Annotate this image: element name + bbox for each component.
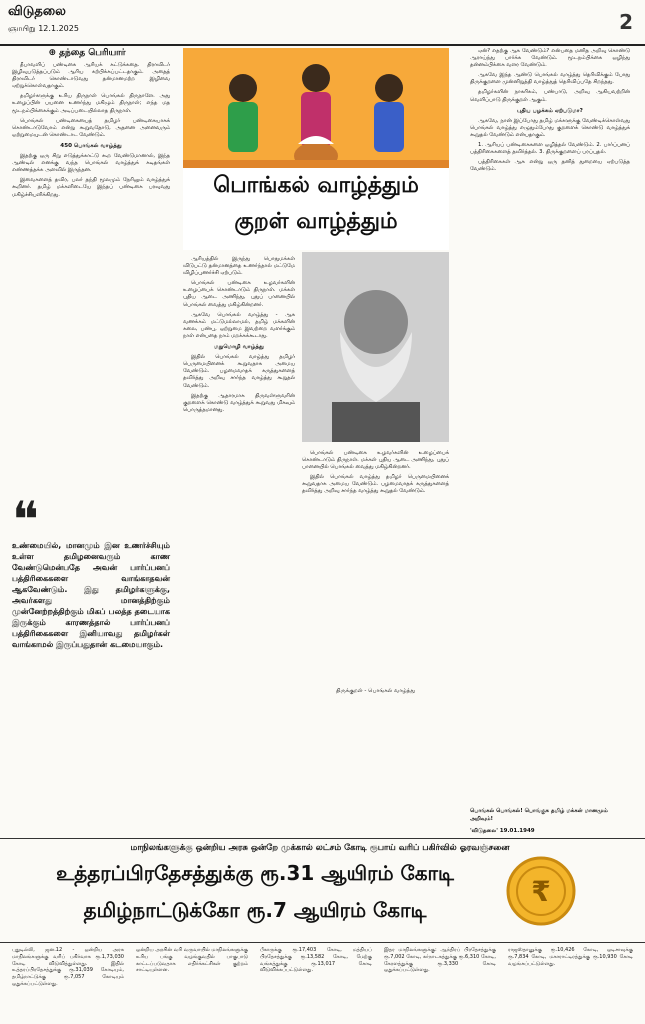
- right-column: [470, 48, 630, 803]
- paragraph: தமிழர்களுக்கு உரிய திருநாள் பொங்கல் திருநாளே. அது உழைப்பின் பயனை உணர்ந்து மகிழும் திருநாள்; எந்த மத மூடநம்பிக்கைக்கும் அடிப்படையில்லாத திருநாள்.: [12, 93, 170, 114]
- paragraph: ஆகவே பொங்கல் வாழ்த்து - ஆக வணக்கம் மட்டுமல்லாமல், தமிழ் மக்களின் கலை, பண்பு, ஒற்றுமை இவற்றை வளர்க்கும் நாள் என்பதை நாம் மறக்கக்கூடாது.: [183, 311, 295, 339]
- middle-column: [183, 256, 295, 686]
- subheading: 450 பொங்கல் வாழ்த்து: [60, 142, 122, 149]
- headline-line: குறள் வாழ்த்தும்: [234, 209, 398, 234]
- paragraph: ஆகவே, நான் இப்போது தமிழ் மக்களுக்கு வேண்டிக்கொள்வது பொங்கல் வாழ்த்து எழுதும்போது குறளைக் கொண்டு வாழ்த்துக் கூறுதல் வேண்டும் என்பதாகும்.: [470, 117, 630, 138]
- bottom-column: புதுடில்லி, ஜன.12 - ஒன்றிய அரசு மாநிலங்களுக்கு வரிப் பகிர்வாக ரூ.1,73,030 கோடி விடுவித்துள்ளது. இதில் உத்தரப்பிரதேசத்துக்கு ரூ.31,039 கோடியும், தமிழ்நாட்டுக்கு ரூ.7,057 கோடியும் ஒதுக்கப்பட்டுள்ளது.: [12, 947, 124, 987]
- section-title: ⊕ தந்தை பெரியார்: [48, 48, 126, 58]
- bottom-column: இதர மாநிலங்களுக்கு: ஆந்திரப் பிரதேசத்துக்கு ரூ.7,002 கோடி, கர்நாடகத்துக்கு ரூ.6,310 கோடி, கேரளத்துக்கு ரூ.3,330 கோடி ஒதுக்கப்பட்டுள்ளது.: [384, 947, 496, 974]
- portrait-photo: [302, 252, 449, 442]
- paragraph: இவைகளைத் தவிர, பலர் தந்தி மூலமும் நேரிலும் வாழ்த்துக் கூறினர். தமிழ் மக்களிடையே இந்தப் பண்டிகை பரவுவது மகிழ்ச்சியளிக்கிறது.: [12, 177, 170, 198]
- page-number: 2: [619, 10, 633, 34]
- paragraph: ஏன்? எதற்கு ஆக வேண்டும்? என்பதை மனித அறிவு கொண்டு ஆராய்ந்து பார்க்க வேண்டும். மூடநம்பிக்கை ஒழிந்து தன்னம்பிக்கை வளர வேண்டும்.: [470, 48, 630, 69]
- paragraph: இதற்கு ஒரு சிறு எடுத்துக்காட்டு கூற வேண்டுமானால், இந்த ஆண்டில் எனக்கு வந்த பொங்கல் வாழ்த்துக் கடிதங்கள் எண்ணத்தக்க அளவில் இருந்தன.: [12, 153, 170, 174]
- bottom-column: ராஜஸ்தானுக்கு ரூ.10,426 கோடி, ஒடிசாவுக்கு ரூ.7,834 கோடி, மகாராட்டிரத்துக்கு ரூ.10,930 கோடி வழங்கப்பட்டுள்ளது.: [508, 947, 633, 967]
- left-column: [12, 62, 170, 492]
- rupee-coin-icon: [505, 855, 577, 927]
- divider: [0, 838, 645, 839]
- bottom-headline: உத்தரப்பிரதேசத்துக்கு ரூ.31 ஆயிரம் கோடி: [56, 861, 454, 885]
- quote-icon: ❝: [12, 491, 39, 549]
- photo-caption: திருக்குறள் - பொங்கல் வாழ்த்து: [336, 688, 415, 694]
- paragraph: இதற்கு ஆதாரமாக திருவள்ளுவரின் குறளைக் கொண்டு வாழ்த்துக் கூறுவது மிகவும் பொருத்தமானது.: [183, 392, 295, 413]
- bottom-subheadline: மாநிலங்களுக்கு ஒன்றிய அரசு ஒன்றே முக்கால் லட்சம் கோடி ரூபாய் வரிப் பகிர்வில் ஓரவஞ்சனை: [130, 843, 510, 853]
- paragraph: பத்திரிகைகள் ஆக என்று ஒரு தனித் துறையை ஏற்படுத்த வேண்டும்.: [470, 159, 630, 173]
- middle-column-lower: [302, 450, 449, 684]
- divider: [0, 942, 645, 943]
- dateline: ஞாயிறு 12.1.2025: [8, 24, 79, 33]
- paragraph: ஆகவே இந்த ஆண்டு பொங்கல் வாழ்த்து தெரிவிக்கும் போது திருக்குறளை முன்னிறுத்தி வாழ்த்துத் தெரிவிப்பதே சிறந்தது.: [470, 72, 630, 86]
- paragraph: ஆரியத்தில் இருந்து பொதுமக்கள் விடுபட்டு தன்மானத்தை உணர்ந்தால் மட்டுமே விழிப்புணர்ச்சி ஏற்படும்.: [183, 256, 295, 277]
- paragraph: பொங்கல் பண்டிகையைத் தமிழர் பண்டிகையாகக் கொண்டாடுவோம் என்று கூறுவதோடு, அதனை அனைவரும் ஒற்றுமையுடன் கொண்டாட வேண்டும்.: [12, 117, 170, 138]
- paragraph: 1. ஆரியப் பண்டிகைகளை ஒழித்தல் வேண்டும். 2. பார்ப்பனப் பத்திரிகைகளைத் தவிர்த்தல். 3. திருக்குறளைப் பரப்புதல்.: [470, 142, 630, 156]
- bottom-column: ஒன்றிய அரசின் வரி வருவாயில் மாநிலங்களுக்கு உரிய பங்கு வழங்குவதில் பாகுபாடு காட்டப்படுவதாக எதிர்க்கட்சிகள் குற்றம் சாட்டியுள்ளன.: [136, 947, 248, 974]
- masthead: விடுதலை: [8, 4, 66, 19]
- headline-banner: [183, 168, 449, 250]
- pull-quote: [12, 491, 170, 830]
- paragraph: தீபாவளிப் பண்டிகை ஆரியக் கட்டுக்கதை. திராவிடர் இழிவுபடுத்தப்படும் ஆரிய கற்பிக்கப்பட்டதாகும். அதைத் திராவிடர் கொண்டாடுவது தன்மானமற்ற இழிவை ஏற்றுக்கொள்வதாகும்.: [12, 62, 170, 90]
- paragraph: தமிழர்களின் நாகரிகம், பண்பாடு, அறிவு ஆகியவற்றின் வெளிப்பாடு திருக்குறள் ஆகும்.: [470, 89, 630, 103]
- bottom-column: பீகாருக்கு ரூ.17,403 கோடி, மத்தியப் பிரதேசத்துக்கு ரூ.13,582 கோடி, மேற்கு வங்கத்துக்கு ரூ.13,017 கோடி விடுவிக்கப்பட்டுள்ளது.: [260, 947, 372, 974]
- headline-line: பொங்கல் வாழ்த்தும்: [213, 173, 419, 198]
- paragraph: இதில் பொங்கல் வாழ்த்து தமிழர் பெருமையினைக் கூறுவதாக அமைய வேண்டும். பழமைவாதக் கருத்துகளைத் தவிர்த்து அறிவு சார்ந்த வாழ்த்து கூறுதல் வேண்டும்.: [183, 354, 295, 389]
- source-signature: 'விடுதலை' 19.01.1949: [470, 828, 535, 834]
- svg-text:₹: ₹: [531, 875, 551, 908]
- paragraph: பொங்கல் பண்டிகை உழவர்களின் உழைப்பைக் கொண்டாடும் திருநாள். மக்கள் புதிய ஆடை அணிந்து, புதுப் பானையில் பொங்கல் வைத்து மகிழ்கின்றனர்.: [302, 450, 449, 471]
- paragraph: இதில் பொங்கல் வாழ்த்து தமிழர் பெருமையினைக் கூறுவதாக அமைய வேண்டும். பழமைவாதக் கருத்துகளைத் தவிர்த்து அறிவு சார்ந்த வாழ்த்து கூறுதல் வேண்டும்.: [302, 474, 449, 495]
- bottom-headline: தமிழ்நாட்டுக்கோ ரூ.7 ஆயிரம் கோடி: [83, 898, 427, 922]
- subheading: மறுமொழி வாழ்த்து: [214, 344, 264, 351]
- quote-text: உண்மையில், மானமும் இன உணர்ச்சியும் உள்ள தமிழனைவரும் காண வேண்டுமென்பதே அவன் பார்ப்பனப் பத்திரிகைகளை வாங்காதவன் ஆகவேண்டும். இது தமிழர்களுக்கு, அவர்களது மானத்திற்கும் முன்னேற்றத்திற்கும் மிகப் பலத்த தடையாக இருக்கும் காரணத்தால் பார்ப்பனப் பத்திரிகைகளை இனியாவது தமிழர்கள் வாங்காமல் இருப்பதுதான் கடமையாகும்.: [12, 541, 170, 649]
- page-header: [0, 0, 645, 46]
- subheading: புதிய பழக்கம் ஏற்படுமா?: [517, 107, 583, 114]
- paragraph: பொங்கல் பண்டிகை உழவர்களின் உழைப்பைக் கொண்டாடும் திருநாள். மக்கள் புதிய ஆடை அணிந்து, புதுப் பானையில் பொங்கல் வைத்து மகிழ்கின்றனர்.: [183, 280, 295, 308]
- closing-line: பொங்கல் பொங்கல்! பொங்குக தமிழ் மக்கள் மானமும் அறிவும்!: [470, 808, 608, 822]
